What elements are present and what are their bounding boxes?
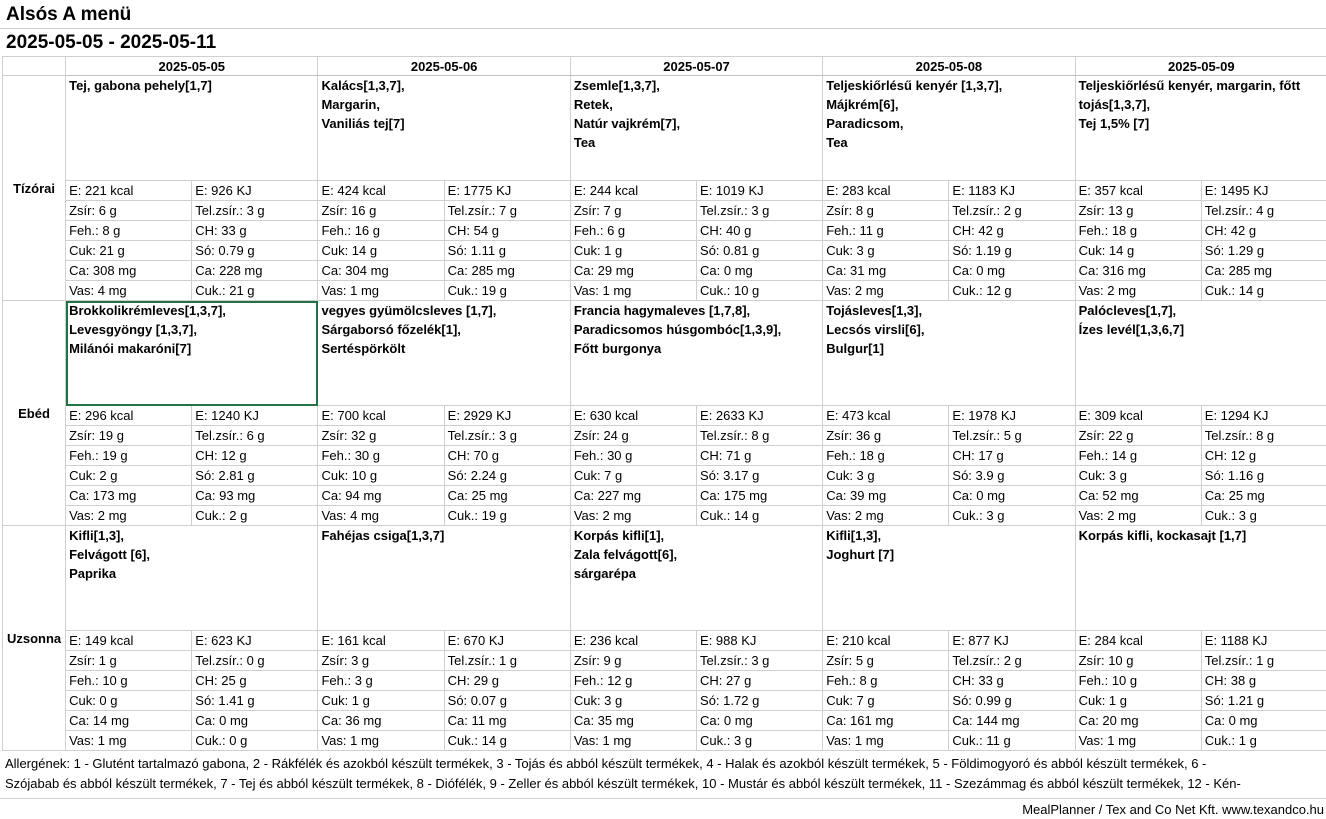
nutrition-cell[interactable]: Ca: 39 mg	[823, 486, 949, 506]
nutrition-cell[interactable]: Só: 0.81 g	[697, 241, 823, 261]
nutrition-cell[interactable]: Cuk.: 14 g	[444, 731, 570, 751]
nutrition-row	[3, 281, 1326, 301]
nutrition-cell[interactable]: Feh.: 6 g	[570, 221, 696, 241]
nutrition-row	[3, 691, 1326, 711]
nutrition-cell[interactable]: Tel.zsír.: 6 g	[192, 426, 318, 446]
allergen-legend	[5, 754, 1323, 794]
nutrition-cell[interactable]: Cuk.: 12 g	[949, 281, 1075, 301]
nutrition-cell[interactable]: CH: 70 g	[444, 446, 570, 466]
dish-cell[interactable]	[1075, 301, 1326, 406]
nutrition-row	[3, 506, 1326, 526]
nutrition-cell[interactable]: Tel.zsír.: 3 g	[697, 201, 823, 221]
nutrition-cell[interactable]: Cuk: 10 g	[318, 466, 444, 486]
nutrition-cell[interactable]: Feh.: 30 g	[570, 446, 696, 466]
nutrition-cell[interactable]: Cuk.: 19 g	[444, 506, 570, 526]
dish-cell[interactable]	[570, 76, 822, 181]
nutrition-cell[interactable]: Tel.zsír.: 1 g	[1201, 651, 1326, 671]
dish-line: vegyes gyümölcsleves [1,7],	[321, 303, 497, 318]
nutrition-cell[interactable]: Ca: 0 mg	[697, 711, 823, 731]
nutrition-cell[interactable]: E: 236 kcal	[570, 631, 696, 651]
dish-line: Palócleves[1,7],	[1078, 303, 1177, 318]
nutrition-cell[interactable]: Ca: 285 mg	[444, 261, 570, 281]
dish-line: Ízes levél[1,3,6,7]	[1078, 322, 1185, 337]
nutrition-cell[interactable]: Cuk: 1 g	[318, 691, 444, 711]
nutrition-cell[interactable]: Vas: 4 mg	[318, 506, 444, 526]
nutrition-cell[interactable]: Feh.: 3 g	[318, 671, 444, 691]
dish-line: Tej 1,5% [7]	[1078, 116, 1150, 131]
nutrition-cell[interactable]: Tel.zsír.: 3 g	[444, 426, 570, 446]
meal-label-ebed[interactable]: Ebéd	[3, 301, 66, 526]
nutrition-cell[interactable]: Ca: 175 mg	[697, 486, 823, 506]
dish-line: Kifli[1,3],	[826, 528, 882, 543]
dish-cell[interactable]	[66, 76, 318, 181]
nutrition-cell[interactable]: CH: 12 g	[192, 446, 318, 466]
nutrition-cell[interactable]: Ca: 20 mg	[1075, 711, 1201, 731]
nutrition-cell[interactable]: Zsír: 19 g	[66, 426, 192, 446]
nutrition-cell[interactable]: Ca: 0 mg	[192, 711, 318, 731]
nutrition-cell[interactable]: Ca: 52 mg	[1075, 486, 1201, 506]
nutrition-cell[interactable]: E: 244 kcal	[570, 181, 696, 201]
nutrition-cell[interactable]: CH: 33 g	[949, 671, 1075, 691]
dish-line: Francia hagymaleves [1,7,8],	[573, 303, 751, 318]
footer-credit: MealPlanner / Tex and Co Net Kft. www.texandco.hu	[1022, 802, 1324, 817]
dish-line: sárgarépa	[573, 566, 636, 581]
nutrition-cell[interactable]: Feh.: 10 g	[1075, 671, 1201, 691]
nutrition-cell[interactable]: Zsír: 3 g	[318, 651, 444, 671]
nutrition-cell[interactable]: Ca: 36 mg	[318, 711, 444, 731]
nutrition-cell[interactable]: E: 2633 KJ	[697, 406, 823, 426]
nutrition-cell[interactable]: Zsír: 22 g	[1075, 426, 1201, 446]
nutrition-cell[interactable]: Ca: 0 mg	[949, 486, 1075, 506]
nutrition-cell[interactable]: Cuk.: 19 g	[444, 281, 570, 301]
dish-line: Retek,	[573, 97, 613, 112]
nutrition-cell[interactable]: Cuk: 0 g	[66, 691, 192, 711]
nutrition-cell[interactable]: Ca: 31 mg	[823, 261, 949, 281]
dish-cell[interactable]	[66, 301, 318, 406]
nutrition-cell[interactable]: E: 630 kcal	[570, 406, 696, 426]
nutrition-row	[3, 651, 1326, 671]
nutrition-cell[interactable]: CH: 17 g	[949, 446, 1075, 466]
nutrition-cell[interactable]: Ca: 93 mg	[192, 486, 318, 506]
dish-line: Sertéspörkölt	[321, 341, 406, 356]
nutrition-cell[interactable]: Tel.zsír.: 8 g	[1201, 426, 1326, 446]
date-header[interactable]: 2025-05-08	[823, 57, 1075, 76]
nutrition-cell[interactable]: Ca: 316 mg	[1075, 261, 1201, 281]
nutrition-cell[interactable]: CH: 71 g	[697, 446, 823, 466]
dish-line: Margarin,	[321, 97, 380, 112]
nutrition-cell[interactable]: E: 926 KJ	[192, 181, 318, 201]
nutrition-cell[interactable]: CH: 42 g	[949, 221, 1075, 241]
dish-line: Tea	[573, 135, 596, 150]
nutrition-cell[interactable]: Cuk.: 10 g	[697, 281, 823, 301]
nutrition-row	[3, 486, 1326, 506]
nutrition-cell[interactable]: Só: 3.17 g	[697, 466, 823, 486]
nutrition-cell[interactable]: Ca: 94 mg	[318, 486, 444, 506]
nutrition-cell[interactable]: Cuk: 14 g	[1075, 241, 1201, 261]
nutrition-cell[interactable]: Vas: 1 mg	[1075, 731, 1201, 751]
dish-cell[interactable]	[570, 301, 822, 406]
nutrition-cell[interactable]: Feh.: 10 g	[66, 671, 192, 691]
nutrition-cell[interactable]: Vas: 2 mg	[1075, 506, 1201, 526]
dish-line: Kifli[1,3],	[69, 528, 124, 543]
nutrition-cell[interactable]: Tel.zsír.: 4 g	[1201, 201, 1326, 221]
dish-line: Paradicsomos húsgombóc[1,3,9],	[573, 322, 782, 337]
nutrition-cell[interactable]: Cuk.: 2 g	[192, 506, 318, 526]
dish-line: Lecsós virsli[6],	[826, 322, 925, 337]
dish-line: Vaniliás tej[7]	[321, 116, 405, 131]
nutrition-cell[interactable]: Zsír: 24 g	[570, 426, 696, 446]
nutrition-cell[interactable]: Vas: 2 mg	[66, 506, 192, 526]
nutrition-cell[interactable]: Ca: 29 mg	[570, 261, 696, 281]
nutrition-cell[interactable]: Cuk.: 3 g	[949, 506, 1075, 526]
nutrition-cell[interactable]: CH: 33 g	[192, 221, 318, 241]
nutrition-cell[interactable]: Cuk.: 1 g	[1201, 731, 1326, 751]
dish-line: Natúr vajkrém[7],	[573, 116, 681, 131]
nutrition-cell[interactable]: E: 1240 KJ	[192, 406, 318, 426]
nutrition-cell[interactable]: Ca: 25 mg	[1201, 486, 1326, 506]
nutrition-cell[interactable]: Vas: 1 mg	[570, 281, 696, 301]
dish-line: Paradicsom,	[826, 116, 904, 131]
dish-line: Korpás kifli, kockasajt [1,7]	[1078, 528, 1247, 543]
dish-line: Milánói makaróni[7]	[69, 341, 192, 356]
nutrition-cell[interactable]: CH: 12 g	[1201, 446, 1326, 466]
nutrition-cell[interactable]: Ca: 144 mg	[949, 711, 1075, 731]
nutrition-cell[interactable]: Zsír: 8 g	[823, 201, 949, 221]
dish-line: Sárgaborsó főzelék[1],	[321, 322, 461, 337]
nutrition-row	[3, 241, 1326, 261]
dish-line: Májkrém[6],	[826, 97, 899, 112]
nutrition-row	[3, 426, 1326, 446]
meal-label-uzsonna[interactable]: Uzsonna	[3, 526, 66, 751]
nutrition-cell[interactable]: Só: 1.41 g	[192, 691, 318, 711]
date-header[interactable]: 2025-05-07	[570, 57, 822, 76]
dish-line: Fahéjas csiga[1,3,7]	[321, 528, 445, 543]
dish-row-tizorai	[3, 76, 1326, 181]
menu-table	[2, 56, 1326, 751]
nutrition-cell[interactable]: E: 988 KJ	[697, 631, 823, 651]
nutrition-cell[interactable]: Só: 2.24 g	[444, 466, 570, 486]
dish-line: Felvágott [6],	[69, 547, 150, 562]
nutrition-cell[interactable]: Vas: 2 mg	[823, 281, 949, 301]
nutrition-cell[interactable]: Cuk: 21 g	[66, 241, 192, 261]
dish-line: Főtt burgonya	[573, 341, 662, 356]
nutrition-cell[interactable]: CH: 40 g	[697, 221, 823, 241]
nutrition-cell[interactable]: CH: 54 g	[444, 221, 570, 241]
nutrition-cell[interactable]: Cuk.: 21 g	[192, 281, 318, 301]
nutrition-cell[interactable]: E: 877 KJ	[949, 631, 1075, 651]
meal-label-tizorai[interactable]: Tízórai	[3, 76, 66, 301]
dish-line: Tea	[826, 135, 848, 150]
nutrition-cell[interactable]: Só: 1.19 g	[949, 241, 1075, 261]
dish-line: Kalács[1,3,7],	[321, 78, 405, 93]
dish-line: Zsemle[1,3,7],	[573, 78, 660, 93]
nutrition-row	[3, 221, 1326, 241]
nutrition-cell[interactable]: Tel.zsír.: 2 g	[949, 651, 1075, 671]
dish-cell[interactable]	[318, 301, 570, 406]
nutrition-cell[interactable]: Cuk: 3 g	[823, 241, 949, 261]
divider	[0, 798, 1326, 799]
nutrition-cell[interactable]: Vas: 1 mg	[66, 731, 192, 751]
nutrition-cell[interactable]: Cuk.: 14 g	[1201, 281, 1326, 301]
nutrition-row	[3, 406, 1326, 426]
nutrition-cell[interactable]: Feh.: 8 g	[823, 671, 949, 691]
nutrition-cell[interactable]: E: 149 kcal	[66, 631, 192, 651]
nutrition-cell[interactable]: Feh.: 16 g	[318, 221, 444, 241]
nutrition-cell[interactable]: E: 1294 KJ	[1201, 406, 1326, 426]
nutrition-cell[interactable]: Cuk: 3 g	[1075, 466, 1201, 486]
date-header[interactable]: 2025-05-06	[318, 57, 570, 76]
nutrition-cell[interactable]: Feh.: 11 g	[823, 221, 949, 241]
nutrition-cell[interactable]: Tel.zsír.: 1 g	[444, 651, 570, 671]
nutrition-cell[interactable]: Só: 1.72 g	[697, 691, 823, 711]
nutrition-cell[interactable]: Cuk: 3 g	[570, 691, 696, 711]
nutrition-cell[interactable]: E: 283 kcal	[823, 181, 949, 201]
nutrition-cell[interactable]: Ca: 0 mg	[697, 261, 823, 281]
dish-cell[interactable]	[823, 301, 1075, 406]
nutrition-cell[interactable]: Ca: 227 mg	[570, 486, 696, 506]
nutrition-row	[3, 466, 1326, 486]
nutrition-cell[interactable]: E: 221 kcal	[66, 181, 192, 201]
nutrition-cell[interactable]: Ca: 285 mg	[1201, 261, 1326, 281]
dish-line: Levesgyöngy [1,3,7],	[69, 322, 197, 337]
nutrition-cell[interactable]: Cuk: 14 g	[318, 241, 444, 261]
allergen-line: Allergének: 1 - Glutént tartalmazó gabona, 2 - Rákfélék és azokból készült termékek, 3 - Tojás és abból készült termékek, 4 - Halak és azokból készült termékek, 5 - Földimogyoró és abból készült termékek, 6 -	[5, 756, 1207, 771]
nutrition-cell[interactable]: Cuk.: 3 g	[1201, 506, 1326, 526]
dish-cell[interactable]	[823, 526, 1075, 631]
nutrition-row	[3, 711, 1326, 731]
nutrition-cell[interactable]: Vas: 2 mg	[1075, 281, 1201, 301]
nutrition-cell[interactable]: Zsír: 6 g	[66, 201, 192, 221]
nutrition-row	[3, 731, 1326, 751]
dish-line: Tojásleves[1,3],	[826, 303, 923, 318]
nutrition-cell[interactable]: Ca: 304 mg	[318, 261, 444, 281]
nutrition-row	[3, 261, 1326, 281]
nutrition-cell[interactable]: Ca: 308 mg	[66, 261, 192, 281]
nutrition-cell[interactable]: E: 284 kcal	[1075, 631, 1201, 651]
nutrition-cell[interactable]: Só: 0.99 g	[949, 691, 1075, 711]
nutrition-cell[interactable]: Vas: 2 mg	[570, 506, 696, 526]
nutrition-row	[3, 201, 1326, 221]
dish-line: Zala felvágott[6],	[573, 547, 678, 562]
nutrition-cell[interactable]: Só: 1.16 g	[1201, 466, 1326, 486]
nutrition-cell[interactable]: CH: 27 g	[697, 671, 823, 691]
nutrition-cell[interactable]: Ca: 173 mg	[66, 486, 192, 506]
nutrition-cell[interactable]: Cuk: 1 g	[1075, 691, 1201, 711]
nutrition-cell[interactable]: E: 1495 KJ	[1201, 181, 1326, 201]
nutrition-cell[interactable]: Ca: 11 mg	[444, 711, 570, 731]
dish-line: Joghurt [7]	[826, 547, 895, 562]
nutrition-cell[interactable]: Feh.: 18 g	[1075, 221, 1201, 241]
nutrition-cell[interactable]: Tel.zsír.: 2 g	[949, 201, 1075, 221]
date-header[interactable]: 2025-05-09	[1075, 57, 1326, 76]
dish-line: Bulgur[1]	[826, 341, 884, 356]
nutrition-cell[interactable]: Feh.: 19 g	[66, 446, 192, 466]
nutrition-cell[interactable]: Só: 3.9 g	[949, 466, 1075, 486]
nutrition-cell[interactable]: Zsír: 1 g	[66, 651, 192, 671]
nutrition-cell[interactable]: Tel.zsír.: 3 g	[697, 651, 823, 671]
nutrition-row	[3, 446, 1326, 466]
nutrition-row	[3, 671, 1326, 691]
nutrition-cell[interactable]: Zsír: 10 g	[1075, 651, 1201, 671]
nutrition-row	[3, 181, 1326, 201]
nutrition-cell[interactable]: Só: 1.11 g	[444, 241, 570, 261]
nutrition-cell[interactable]: E: 161 kcal	[318, 631, 444, 651]
nutrition-cell[interactable]: CH: 38 g	[1201, 671, 1326, 691]
nutrition-cell[interactable]: Ca: 161 mg	[823, 711, 949, 731]
date-header[interactable]: 2025-05-05	[66, 57, 318, 76]
nutrition-cell[interactable]: E: 473 kcal	[823, 406, 949, 426]
nutrition-cell[interactable]: Zsír: 7 g	[570, 201, 696, 221]
dish-row-ebed	[3, 301, 1326, 406]
divider	[0, 28, 1326, 29]
nutrition-cell[interactable]: Vas: 1 mg	[570, 731, 696, 751]
dish-line: tojás[1,3,7],	[1078, 97, 1151, 112]
nutrition-cell[interactable]: Cuk.: 14 g	[697, 506, 823, 526]
nutrition-cell[interactable]: E: 2929 KJ	[444, 406, 570, 426]
nutrition-cell[interactable]: E: 700 kcal	[318, 406, 444, 426]
nutrition-cell[interactable]: Ca: 25 mg	[444, 486, 570, 506]
nutrition-cell[interactable]: Cuk.: 0 g	[192, 731, 318, 751]
nutrition-cell[interactable]: Zsír: 13 g	[1075, 201, 1201, 221]
nutrition-row	[3, 631, 1326, 651]
corner-cell[interactable]	[3, 57, 66, 76]
nutrition-cell[interactable]: Só: 0.07 g	[444, 691, 570, 711]
nutrition-cell[interactable]: E: 357 kcal	[1075, 181, 1201, 201]
nutrition-cell[interactable]: Cuk: 2 g	[66, 466, 192, 486]
dish-cell[interactable]	[1075, 526, 1326, 631]
nutrition-cell[interactable]: Vas: 1 mg	[318, 281, 444, 301]
nutrition-cell[interactable]: Vas: 2 mg	[823, 506, 949, 526]
nutrition-cell[interactable]: Zsír: 36 g	[823, 426, 949, 446]
dish-row-uzsonna	[3, 526, 1326, 631]
dish-cell[interactable]	[570, 526, 822, 631]
nutrition-cell[interactable]: Ca: 228 mg	[192, 261, 318, 281]
dish-line: Brokkolikrémleves[1,3,7],	[69, 303, 226, 318]
nutrition-cell[interactable]: E: 210 kcal	[823, 631, 949, 651]
nutrition-cell[interactable]: Cuk: 7 g	[823, 691, 949, 711]
nutrition-cell[interactable]: Vas: 4 mg	[66, 281, 192, 301]
nutrition-cell[interactable]: Zsír: 16 g	[318, 201, 444, 221]
dish-cell[interactable]	[66, 526, 318, 631]
nutrition-cell[interactable]: Feh.: 12 g	[570, 671, 696, 691]
nutrition-cell[interactable]: Ca: 0 mg	[949, 261, 1075, 281]
dish-line: Teljeskiőrlésű kenyér, margarin, főtt	[1078, 78, 1301, 93]
nutrition-cell[interactable]: Cuk.: 11 g	[949, 731, 1075, 751]
menu-title: Alsós A menü	[6, 4, 132, 25]
nutrition-cell[interactable]: E: 296 kcal	[66, 406, 192, 426]
nutrition-cell[interactable]: Só: 2.81 g	[192, 466, 318, 486]
nutrition-cell[interactable]: Tel.zsír.: 7 g	[444, 201, 570, 221]
nutrition-cell[interactable]: Cuk: 1 g	[570, 241, 696, 261]
nutrition-cell[interactable]: E: 1775 KJ	[444, 181, 570, 201]
nutrition-cell[interactable]: Vas: 1 mg	[823, 731, 949, 751]
nutrition-cell[interactable]: Tel.zsír.: 0 g	[192, 651, 318, 671]
nutrition-cell[interactable]: Feh.: 8 g	[66, 221, 192, 241]
dish-line: Teljeskiőrlésű kenyér [1,3,7],	[826, 78, 1003, 93]
dish-line: Korpás kifli[1],	[573, 528, 665, 543]
dish-cell[interactable]	[823, 76, 1075, 181]
nutrition-cell[interactable]: E: 1019 KJ	[697, 181, 823, 201]
dish-cell[interactable]	[318, 76, 570, 181]
nutrition-cell[interactable]: CH: 42 g	[1201, 221, 1326, 241]
nutrition-cell[interactable]: E: 623 KJ	[192, 631, 318, 651]
nutrition-cell[interactable]: Só: 1.29 g	[1201, 241, 1326, 261]
dish-cell[interactable]	[1075, 76, 1326, 181]
nutrition-cell[interactable]: Ca: 14 mg	[66, 711, 192, 731]
allergen-line: Szójabab és abból készült termékek, 7 - Tej és abból készült termékek, 8 - Diófélék, 9 - Zeller és abból készült termékek, 10 - Mustár és abból készült termékek, 11 - Szezámmag és abból készült termékek, 12 - Kén-	[5, 776, 1241, 791]
nutrition-cell[interactable]: Feh.: 18 g	[823, 446, 949, 466]
nutrition-cell[interactable]: Tel.zsír.: 3 g	[192, 201, 318, 221]
nutrition-cell[interactable]: Zsír: 9 g	[570, 651, 696, 671]
nutrition-cell[interactable]: Ca: 35 mg	[570, 711, 696, 731]
date-header-row	[3, 57, 1326, 76]
nutrition-cell[interactable]: Cuk: 3 g	[823, 466, 949, 486]
nutrition-cell[interactable]: CH: 25 g	[192, 671, 318, 691]
nutrition-cell[interactable]: E: 309 kcal	[1075, 406, 1201, 426]
nutrition-cell[interactable]: CH: 29 g	[444, 671, 570, 691]
nutrition-cell[interactable]: Cuk: 7 g	[570, 466, 696, 486]
nutrition-cell[interactable]: Tel.zsír.: 5 g	[949, 426, 1075, 446]
dish-line: Tej, gabona pehely[1,7]	[69, 78, 212, 93]
nutrition-cell[interactable]: Só: 0.79 g	[192, 241, 318, 261]
dish-cell[interactable]	[318, 526, 570, 631]
nutrition-cell[interactable]: Feh.: 30 g	[318, 446, 444, 466]
date-range: 2025-05-05 - 2025-05-11	[6, 32, 217, 53]
nutrition-cell[interactable]: Zsír: 32 g	[318, 426, 444, 446]
nutrition-cell[interactable]: Feh.: 14 g	[1075, 446, 1201, 466]
nutrition-cell[interactable]: Tel.zsír.: 8 g	[697, 426, 823, 446]
nutrition-cell[interactable]: E: 670 KJ	[444, 631, 570, 651]
nutrition-cell[interactable]: Vas: 1 mg	[318, 731, 444, 751]
nutrition-cell[interactable]: Cuk.: 3 g	[697, 731, 823, 751]
nutrition-cell[interactable]: Ca: 0 mg	[1201, 711, 1326, 731]
nutrition-cell[interactable]: E: 1188 KJ	[1201, 631, 1326, 651]
nutrition-cell[interactable]: E: 1978 KJ	[949, 406, 1075, 426]
nutrition-cell[interactable]: Só: 1.21 g	[1201, 691, 1326, 711]
nutrition-cell[interactable]: E: 424 kcal	[318, 181, 444, 201]
nutrition-cell[interactable]: Zsír: 5 g	[823, 651, 949, 671]
dish-line: Paprika	[69, 566, 117, 581]
nutrition-cell[interactable]: E: 1183 KJ	[949, 181, 1075, 201]
